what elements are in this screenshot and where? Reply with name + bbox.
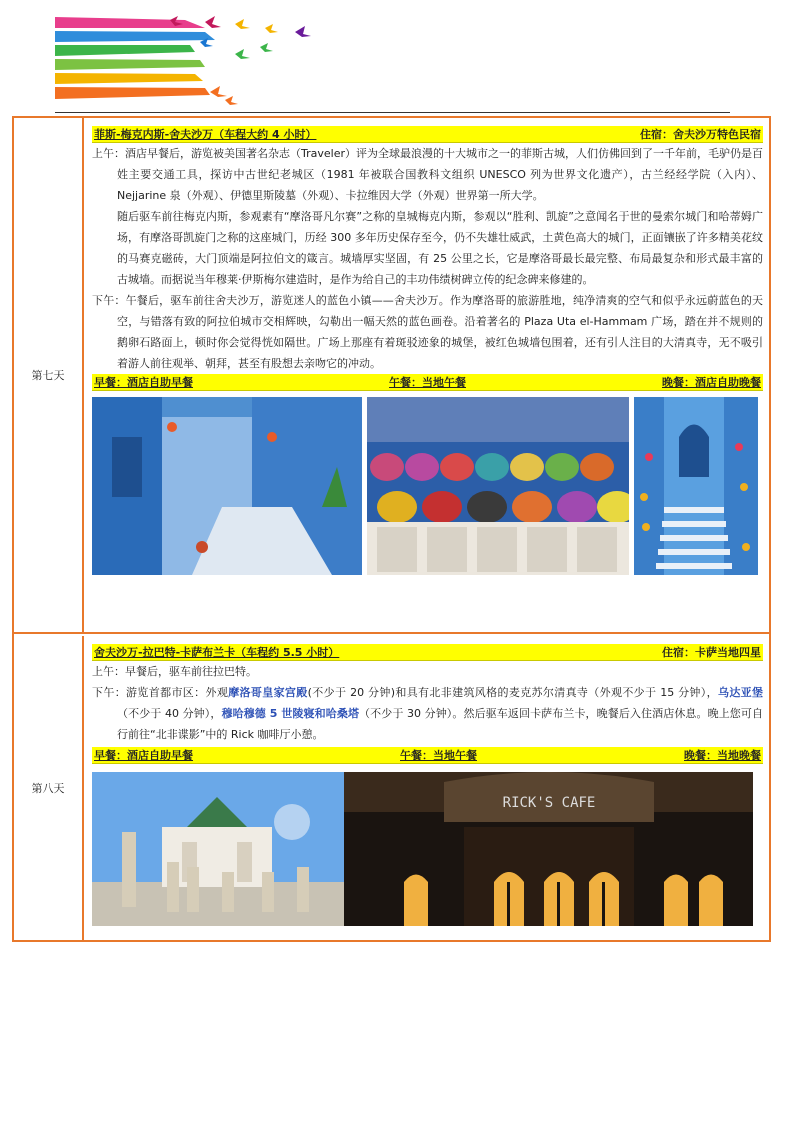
route-title: 菲斯-梅克内斯-舍夫沙万（车程大约 4 小时） xyxy=(94,128,317,141)
meals-bar xyxy=(92,747,763,764)
dinner: 晚餐：酒店自助晚餐 xyxy=(662,376,761,389)
lodging: 住宿：卡萨当地四星 xyxy=(662,646,761,659)
dinner: 晚餐：当地晚餐 xyxy=(684,749,761,762)
header-divider xyxy=(55,112,730,113)
blue-stairs-photo xyxy=(634,397,758,575)
day-label: 第七天 xyxy=(14,118,84,632)
meals-bar xyxy=(92,374,763,391)
breakfast: 早餐：酒店自助早餐 xyxy=(94,376,193,389)
lodging: 住宿：舍夫沙万特色民宿 xyxy=(640,128,761,141)
cafe-sign: RICK'S CAFE xyxy=(502,795,596,811)
blue-alley-photo xyxy=(92,397,362,575)
lunch: 午餐：当地午餐 xyxy=(400,749,477,762)
day-content xyxy=(86,118,769,632)
lunch: 午餐：当地午餐 xyxy=(389,376,466,389)
ricks-cafe-photo xyxy=(344,772,753,926)
rainbow-birds-logo xyxy=(55,12,325,107)
hassan-tower-photo xyxy=(92,772,344,926)
morning-paragraph: 上午：酒店早餐后，游览被美国著名杂志（Traveler）评为全球最浪漫的十大城市之一的菲斯古城，人们仿佛回到了一千年前，毛驴仍是百姓主要交通工具，探访中古世纪老城区（1981 年被联合国教科文组织 UNESCO 列为世界文化遗产），古兰经经学院（入内）、Nejjarine 泉（外观）、伊德里斯陵墓（外观）、卡拉维因大学（外观）世界第一所大学。 xyxy=(92,147,763,202)
itinerary-table xyxy=(12,116,771,942)
highlight-mausoleum: 穆哈穆德 5 世陵寝和哈桑塔 xyxy=(221,707,360,720)
highlight-royal-palace: 摩洛哥皇家宫殿 xyxy=(228,686,308,699)
dye-sacks-photo xyxy=(367,397,629,575)
day-row-8 xyxy=(14,636,769,940)
afternoon-paragraph: 下午：游览首都市区：外观摩洛哥皇家宫殿(不少于 20 分钟)和具有北非建筑风格的麦克苏尔清真寺（外观不少于 15 分钟），乌达亚堡（不少于 40 分钟），穆哈穆德 5 世陵寝和哈桑塔（不少于 30 分钟）。然后驱车返回卡萨布兰卡，晚餐后入住酒店休息。晚上您可自行前往“北非谍影”中的 Rick 咖啡厅小憩。 xyxy=(92,686,764,741)
day-label: 第八天 xyxy=(14,636,84,940)
route-bar xyxy=(92,126,763,143)
route-bar xyxy=(92,644,763,661)
photo-strip xyxy=(92,772,763,926)
highlight-udayas: 乌达亚堡 xyxy=(717,686,764,699)
photo-strip xyxy=(92,397,763,575)
breakfast: 早餐：酒店自助早餐 xyxy=(94,749,193,762)
afternoon-paragraph: 下午：午餐后，驱车前往舍夫沙万，游览迷人的蓝色小镇——舍夫沙万。作为摩洛哥的旅游胜地，纯净清爽的空气和似乎永远蔚蓝色的天空，与错落有致的阿拉伯城市交相辉映，勾勒出一幅天然的蓝色画卷。沿着著名的 Plaza Uta el-Hammam 广场，踏在并不规则的鹅卵石路面上，顿时你会觉得恍如隔世。广场上那座有着斑驳迹象的城堡，被红色城墙包围着，还有引人注目的大清真寺，无不吸引着游人前往观举、朝拜，甚至有股想去亲吻它的冲动。 xyxy=(92,294,764,370)
morning-paragraph: 上午：早餐后，驱车前往拉巴特。 xyxy=(92,665,257,678)
morning-paragraph-2: 随后驱车前往梅克内斯，参观素有“摩洛哥凡尔赛”之称的皇城梅克内斯，参观以“胜利、凯旋”之意闻名于世的曼索尔城门和哈蒂姆广场，有摩洛哥凯旋门之称的这座城门，历经 300 多年历史保存至今，仍不失雄壮威武，土黄色高大的城门，正面镶嵌了许多精美花纹的马赛克磁砖，大门顶端是阿拉伯文的箴言。城墙厚实坚固，有 25 公里之长，它是摩洛哥最长最完整、布局最复杂和形式最丰富的古城墙。而据说当年穆莱·伊斯梅尔建造时，是作为给自己的丰功伟绩树碑立传的纪念碑来修建的。 xyxy=(117,210,763,286)
day-row-7 xyxy=(14,118,769,634)
route-title: 舍夫沙万-拉巴特-卡萨布兰卡（车程约 5.5 小时） xyxy=(94,646,340,659)
day-content xyxy=(86,636,769,940)
